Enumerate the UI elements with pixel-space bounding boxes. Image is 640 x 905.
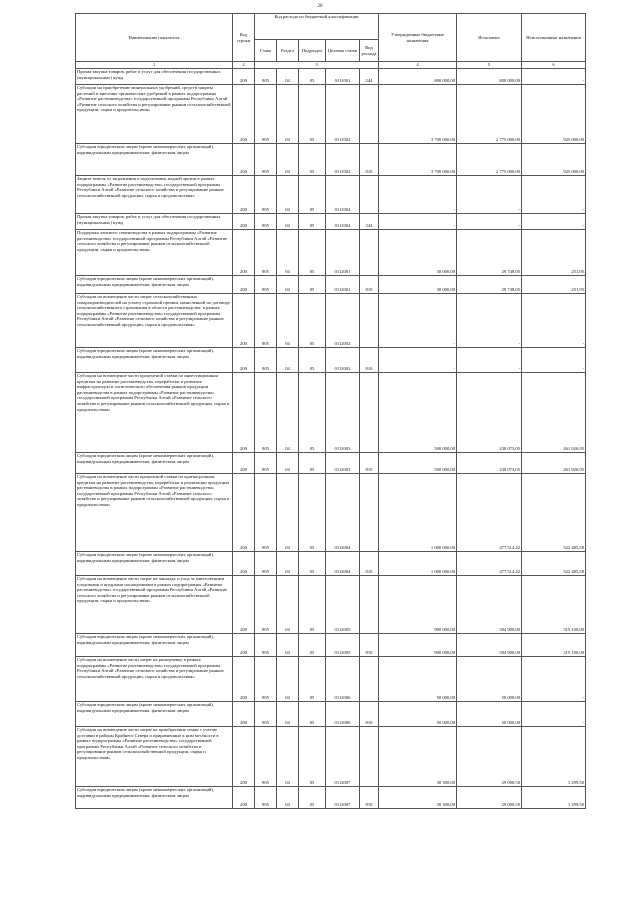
row-section: 04: [277, 657, 299, 702]
row-name: Субсидии юридическим лицам (кроме некоммерческих организаций), индивидуальным предпринимателям, физическим лицам: [76, 453, 233, 474]
row-line-code: 200: [233, 69, 255, 85]
col-number: 1: [76, 62, 233, 69]
row-target: 0112007: [326, 787, 360, 809]
row-kind: [360, 373, 379, 453]
table-row: [76, 85, 586, 144]
table-row: [76, 474, 586, 552]
row-unexecuted: 315 100,00: [522, 634, 586, 657]
row-approved: 800 000,00: [379, 69, 457, 85]
row-section: 04: [277, 634, 299, 657]
row-chapter: 905: [255, 552, 277, 576]
row-section: 04: [277, 144, 299, 176]
row-target: 0111004: [326, 176, 360, 214]
row-section: 04: [277, 230, 299, 276]
header-approved: Утвержденные бюджетные назначения: [379, 14, 457, 62]
row-subsection: 05: [299, 634, 326, 657]
row-section: 04: [277, 85, 299, 144]
row-chapter: 905: [255, 453, 277, 474]
row-unexecuted: 522 485,58: [522, 474, 586, 552]
row-chapter: 905: [255, 214, 277, 230]
row-chapter: 905: [255, 69, 277, 85]
row-chapter: 905: [255, 85, 277, 144]
row-subsection: 05: [299, 230, 326, 276]
row-executed: 584 900,00: [457, 634, 522, 657]
row-kind: [360, 294, 379, 348]
row-kind: 810: [360, 552, 379, 576]
row-subsection: 05: [299, 576, 326, 634]
row-target: 0112003: [326, 453, 360, 474]
row-approved: 50 000,00: [379, 657, 457, 702]
row-subsection: 05: [299, 144, 326, 176]
row-executed: 2 775 000,00: [457, 144, 522, 176]
row-subsection: 05: [299, 214, 326, 230]
row-line-code: 200: [233, 787, 255, 809]
row-name: Поддержка элитного семеноводства в рамках подпрограммы «Развитие растениеводства» государственной программы Республики Алтай «Развитие сельского хозяйства и регулирование рынков сельскохозяйственной продукции, сырья и продовольствия»: [76, 230, 233, 276]
table-row: [76, 727, 586, 787]
header-unexecuted: Неисполненные назначения: [522, 14, 586, 62]
row-name: Субсидии на возмещение части затрат на закладку и уход за многолетними плодовыми и ягодными насаждениями в рамках подпрограммы «Развитие растениеводства» государственной программы Республики Алтай «Развитие сельского хозяйства и регулирование рынков сельскохозяйственной продукции, сырья и продовольствия»: [76, 576, 233, 634]
row-section: 04: [277, 373, 299, 453]
table-row: [76, 144, 586, 176]
row-executed: 50 000,00: [457, 702, 522, 727]
row-kind: [360, 474, 379, 552]
row-section: 04: [277, 348, 299, 373]
row-kind: 244: [360, 214, 379, 230]
row-section: 04: [277, 294, 299, 348]
row-executed: 477 514,42: [457, 552, 522, 576]
row-unexecuted: -: [522, 657, 586, 702]
row-unexecuted: 1 299,50: [522, 787, 586, 809]
row-name: Субсидии юридическим лицам (кроме некоммерческих организаций), индивидуальным предпринимателям, физическим лицам: [76, 144, 233, 176]
row-target: 0112001: [326, 276, 360, 294]
header-kind: Вид расхода: [360, 40, 379, 62]
row-unexecuted: -: [522, 69, 586, 85]
row-approved: -: [379, 348, 457, 373]
row-section: 04: [277, 702, 299, 727]
row-line-code: 200: [233, 634, 255, 657]
row-executed: -: [457, 176, 522, 214]
row-line-code: 200: [233, 576, 255, 634]
row-kind: 810: [360, 144, 379, 176]
row-subsection: 05: [299, 702, 326, 727]
row-section: 04: [277, 552, 299, 576]
row-subsection: 05: [299, 373, 326, 453]
row-target: 0112005: [326, 634, 360, 657]
row-target: 0111001: [326, 69, 360, 85]
row-subsection: 05: [299, 657, 326, 702]
row-chapter: 905: [255, 144, 277, 176]
table-row: [76, 214, 586, 230]
table-row: [76, 294, 586, 348]
row-kind: 810: [360, 787, 379, 809]
header-line-code: Код строки: [233, 14, 255, 62]
row-target: 0112006: [326, 702, 360, 727]
row-approved: 30 300,00: [379, 787, 457, 809]
row-kind: 810: [360, 702, 379, 727]
row-unexecuted: 261 926,95: [522, 373, 586, 453]
row-unexecuted: 251,95: [522, 230, 586, 276]
row-unexecuted: -: [522, 176, 586, 214]
row-chapter: 905: [255, 176, 277, 214]
row-approved: 900 000,00: [379, 634, 457, 657]
table-row: [76, 276, 586, 294]
row-name: Субсидии на возмещение части затрат сельскохозяйственных товаропроизводителей на уплату страховой премии, начисленной по договору сельскохозяйственного страхования в области растениеводства, в рамках подпрограммы «Развитие растениеводства» государственной программы Республики Алтай «Развитие сельского хозяйства и регулирование рынков сельскохозяйственной продукции, сырья и продовольствия»: [76, 294, 233, 348]
row-kind: [360, 727, 379, 787]
row-chapter: 905: [255, 702, 277, 727]
row-subsection: 05: [299, 453, 326, 474]
row-executed: 238 073,05: [457, 373, 522, 453]
row-line-code: 200: [233, 373, 255, 453]
budget-table: [75, 13, 586, 809]
table-row: [76, 552, 586, 576]
row-line-code: 200: [233, 214, 255, 230]
row-name: Субсидии юридическим лицам (кроме некоммерческих организаций), индивидуальным предпринимателям, физическим лицам: [76, 348, 233, 373]
row-subsection: 05: [299, 552, 326, 576]
row-unexecuted: 1 299,50: [522, 727, 586, 787]
row-unexecuted: -: [522, 348, 586, 373]
row-unexecuted: 315 100,00: [522, 576, 586, 634]
row-section: 04: [277, 214, 299, 230]
row-subsection: 05: [299, 276, 326, 294]
row-line-code: 200: [233, 276, 255, 294]
row-name: Субсидии юридическим лицам (кроме некоммерческих организаций), индивидуальным предпринимателям, физическим лицам: [76, 787, 233, 809]
row-section: 04: [277, 453, 299, 474]
row-line-code: 200: [233, 176, 255, 214]
row-approved: 500 000,00: [379, 373, 457, 453]
row-line-code: 200: [233, 294, 255, 348]
row-target: 0112007: [326, 727, 360, 787]
table-row: [76, 176, 586, 214]
row-approved: 1 000 000,00: [379, 474, 457, 552]
row-subsection: 05: [299, 474, 326, 552]
row-executed: 584 900,00: [457, 576, 522, 634]
row-approved: 900 000,00: [379, 576, 457, 634]
col-number: 6: [522, 62, 586, 69]
table-row: [76, 373, 586, 453]
row-kind: [360, 176, 379, 214]
row-line-code: 200: [233, 474, 255, 552]
row-kind: 810: [360, 276, 379, 294]
row-section: 04: [277, 787, 299, 809]
row-target: 0112001: [326, 230, 360, 276]
row-target: 0111002: [326, 144, 360, 176]
row-chapter: 905: [255, 474, 277, 552]
row-chapter: 905: [255, 576, 277, 634]
table-body: [76, 69, 586, 809]
table-row: [76, 576, 586, 634]
row-chapter: 905: [255, 294, 277, 348]
row-section: 04: [277, 176, 299, 214]
col-number: 2: [233, 62, 255, 69]
row-approved: 30 000,00: [379, 276, 457, 294]
row-chapter: 905: [255, 727, 277, 787]
row-executed: 238 073,05: [457, 453, 522, 474]
row-target: 0112002: [326, 348, 360, 373]
header-name: Наименование показателя: [76, 14, 233, 62]
row-name: Субсидии на возмещение части затрат на приобретение семян с учетом доставки в районы Крайнего Севера и приравненные к ним местности в рамках подпрограммы «Развитие растениеводства» государственной программы Республики Алтай «Развитие сельского хозяйства и регулирование рынков сельскохозяйственной продукции, сырья и продовольствия»: [76, 727, 233, 787]
row-subsection: 05: [299, 348, 326, 373]
row-target: 0112003: [326, 373, 360, 453]
row-kind: 244: [360, 69, 379, 85]
header-subsection: Подраздел: [299, 40, 326, 62]
row-unexecuted: -: [522, 294, 586, 348]
row-executed: 477 514,42: [457, 474, 522, 552]
row-chapter: 905: [255, 634, 277, 657]
row-subsection: 05: [299, 176, 326, 214]
row-executed: 800 000,00: [457, 69, 522, 85]
header-section: Раздел: [277, 40, 299, 62]
header-chapter: Глава: [255, 40, 277, 62]
table-row: [76, 702, 586, 727]
table-row: [76, 453, 586, 474]
table-row: [76, 634, 586, 657]
row-kind: 810: [360, 348, 379, 373]
row-name: Субсидии юридическим лицам (кроме некоммерческих организаций), индивидуальным предпринимателям, физическим лицам: [76, 552, 233, 576]
table-row: [76, 787, 586, 809]
row-executed: 50 000,00: [457, 657, 522, 702]
row-target: 0112004: [326, 474, 360, 552]
row-section: 04: [277, 474, 299, 552]
row-name: Защита земель от загрязнения и подтопления, водной эрозии в рамках подпрограммы «Развитие растениеводства» государственной программы Республики Алтай «Развитие сельского хозяйства и регулирование рынков сельскохозяйственной продукции, сырья и продовольствия»: [76, 176, 233, 214]
row-executed: 29 000,50: [457, 727, 522, 787]
page-number: 20: [317, 4, 323, 9]
row-unexecuted: -: [522, 214, 586, 230]
col-number: 5: [457, 62, 522, 69]
row-chapter: 905: [255, 230, 277, 276]
row-approved: 30 000,00: [379, 230, 457, 276]
row-line-code: 200: [233, 230, 255, 276]
row-line-code: 200: [233, 657, 255, 702]
row-subsection: 05: [299, 294, 326, 348]
row-name: Прочая закупка товаров, работ и услуг для обеспечения государственных (муниципальных) нужд: [76, 214, 233, 230]
row-executed: 29 748,05: [457, 276, 522, 294]
row-section: 04: [277, 576, 299, 634]
row-line-code: 200: [233, 85, 255, 144]
row-kind: [360, 230, 379, 276]
table-row: [76, 657, 586, 702]
row-target: 0112006: [326, 657, 360, 702]
row-chapter: 905: [255, 276, 277, 294]
row-kind: 810: [360, 453, 379, 474]
row-executed: -: [457, 214, 522, 230]
row-line-code: 200: [233, 727, 255, 787]
row-executed: 29 748,05: [457, 230, 522, 276]
row-executed: 29 000,50: [457, 787, 522, 809]
row-approved: -: [379, 176, 457, 214]
row-unexecuted: 925 000,00: [522, 85, 586, 144]
row-target: 0111002: [326, 85, 360, 144]
row-section: 04: [277, 69, 299, 85]
row-line-code: 200: [233, 702, 255, 727]
row-name: Субсидии на возмещение части процентной ставки по краткосрочным кредитам на развитие растениеводства, переработки и реализации продукции растениеводства в рамках подпрограммы «Развитие растениеводства» государственной программы Республики Алтай «Развитие сельского хозяйства и регулирование рынков сельскохозяйственной продукции, сырья и продовольствия»: [76, 474, 233, 552]
row-target: 0112004: [326, 552, 360, 576]
row-name: Субсидии юридическим лицам (кроме некоммерческих организаций), индивидуальным предпринимателям, физическим лицам: [76, 634, 233, 657]
row-approved: 50 000,00: [379, 702, 457, 727]
row-approved: 500 000,00: [379, 453, 457, 474]
row-section: 04: [277, 276, 299, 294]
row-unexecuted: 925 000,00: [522, 144, 586, 176]
row-unexecuted: -: [522, 702, 586, 727]
row-kind: [360, 576, 379, 634]
row-target: 0112002: [326, 294, 360, 348]
row-name: Субсидии на возмещение части процентной ставки по инвестиционным кредитам на развитие растениеводства, переработки и развития инфраструктуры и логистического обеспечения рынков продукции растениеводства в рамках подпрограммы «Развитие растениеводства» государственной программы Республики Алтай «Развитие сельского хозяйства и регулирование рынков сельскохозяйственной продукции, сырья и продовольствия»: [76, 373, 233, 453]
row-chapter: 905: [255, 787, 277, 809]
row-chapter: 905: [255, 348, 277, 373]
row-executed: 2 775 000,00: [457, 85, 522, 144]
row-approved: -: [379, 214, 457, 230]
row-line-code: 200: [233, 552, 255, 576]
row-name: Прочая закупка товаров, работ и услуг для обеспечения государственных (муниципальных) нужд: [76, 69, 233, 85]
row-subsection: 05: [299, 69, 326, 85]
row-chapter: 905: [255, 657, 277, 702]
row-name: Субсидии на возмещение части затрат на раскорчевку в рамках подпрограммы «Развитие растениеводства» государственной программы Республики Алтай «Развитие сельского хозяйства и регулирование рынков сельскохозяйственной продукции, сырья и продовольствия»: [76, 657, 233, 702]
row-approved: -: [379, 294, 457, 348]
row-line-code: 200: [233, 144, 255, 176]
header-executed: Исполнено: [457, 14, 522, 62]
row-unexecuted: 251,95: [522, 276, 586, 294]
row-kind: [360, 657, 379, 702]
row-unexecuted: 261 926,95: [522, 453, 586, 474]
row-target: 0111004: [326, 214, 360, 230]
row-line-code: 200: [233, 453, 255, 474]
row-subsection: 05: [299, 85, 326, 144]
row-name: Субсидии юридическим лицам (кроме некоммерческих организаций), индивидуальным предпринимателям, физическим лицам: [76, 702, 233, 727]
row-chapter: 905: [255, 373, 277, 453]
row-line-code: 200: [233, 348, 255, 373]
table-row: [76, 348, 586, 373]
row-approved: 3 700 000,00: [379, 144, 457, 176]
row-subsection: 05: [299, 727, 326, 787]
col-number: 3: [255, 62, 379, 69]
row-name: Субсидии юридическим лицам (кроме некоммерческих организаций), индивидуальным предпринимателям, физическим лицам: [76, 276, 233, 294]
table-row: [76, 230, 586, 276]
row-unexecuted: 522 485,58: [522, 552, 586, 576]
row-target: 0112005: [326, 576, 360, 634]
row-approved: 3 700 000,00: [379, 85, 457, 144]
row-kind: [360, 85, 379, 144]
row-executed: -: [457, 294, 522, 348]
row-kind: 810: [360, 634, 379, 657]
header-target: Целевая статья: [326, 40, 360, 62]
col-number: 4: [379, 62, 457, 69]
column-number-row: [76, 62, 586, 69]
table-row: [76, 69, 586, 85]
row-approved: 30 300,00: [379, 727, 457, 787]
header-classification: Код расхода по бюджетной классификации: [255, 14, 379, 40]
row-section: 04: [277, 727, 299, 787]
row-subsection: 05: [299, 787, 326, 809]
row-executed: -: [457, 348, 522, 373]
row-name: Субсидии на приобретение минеральных удобрений, средств защиты растений и внесение органических удобрений в рамках подпрограммы «Развитие растениеводства» государственной программы Республики Алтай «Развитие сельского хозяйства и регулирование рынков сельскохозяйственной продукции, сырья и продовольствия»: [76, 85, 233, 144]
row-approved: 1 000 000,00: [379, 552, 457, 576]
